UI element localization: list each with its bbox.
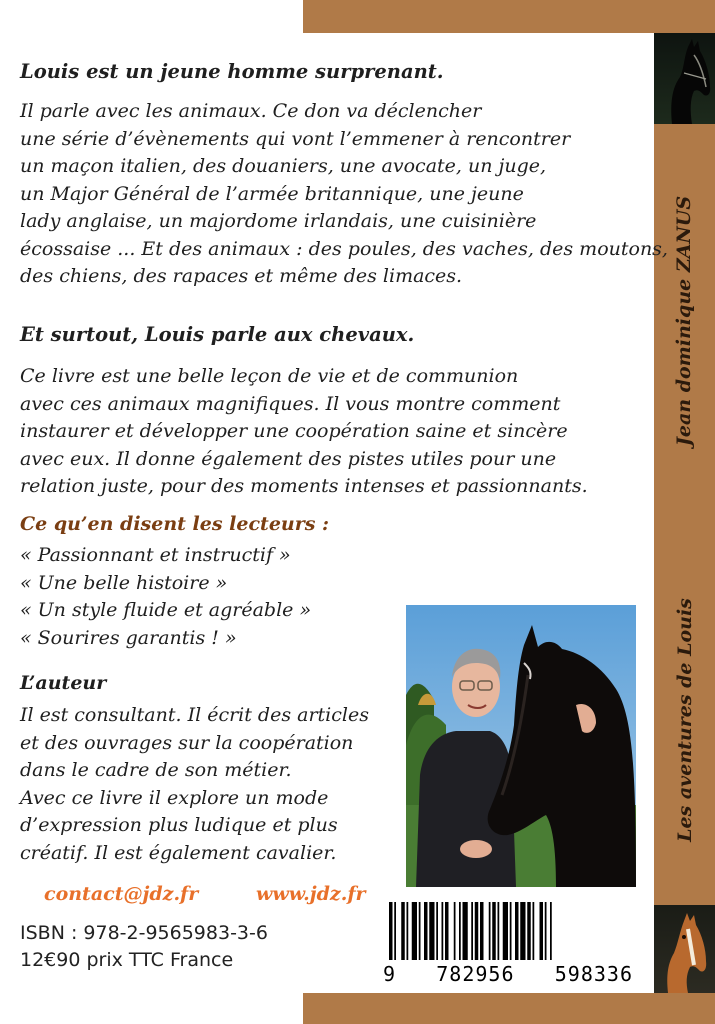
- reader-quote: « Un style fluide et agréable »: [20, 599, 312, 621]
- barcode-bar: [429, 902, 434, 960]
- barcode-bar: [545, 902, 547, 960]
- barcode-bar: [407, 902, 409, 960]
- spine-book-title: [654, 590, 715, 850]
- barcode-bar: [510, 902, 512, 960]
- heading-horses: Et surtout, Louis parle aux chevaux.: [20, 323, 415, 346]
- barcode-bar: [489, 902, 491, 960]
- description-line: instaurer et développer une coopération saine et sincère: [20, 420, 568, 442]
- barcode-bar: [503, 902, 508, 960]
- synopsis-paragraph: [20, 98, 668, 291]
- spine-horse-image-bottom: [654, 905, 715, 993]
- author-bio-line: d’expression plus ludique et plus: [20, 814, 338, 836]
- barcode-bar: [527, 902, 531, 960]
- barcode-digit-left: 782956: [436, 962, 515, 986]
- barcode-digit-prefix: 9: [383, 962, 397, 986]
- reader-quote: « Sourires garantis ! »: [20, 626, 237, 649]
- barcode-bar: [498, 902, 500, 960]
- synopsis-line: lady anglaise, un majordome irlandais, une cuisinière: [20, 210, 537, 232]
- spine-title-text: Les aventures de Louis: [673, 598, 696, 842]
- author-bio: [20, 702, 369, 867]
- barcode-bar: [533, 902, 535, 960]
- barcode-bar: [515, 902, 519, 960]
- barcode-bar: [520, 902, 525, 960]
- author-bio-line: et des ouvrages sur la coopération: [20, 731, 354, 754]
- book-description-paragraph: [20, 363, 588, 501]
- price: 12€90 prix TTC France: [20, 949, 234, 971]
- isbn-price-block: [20, 920, 268, 974]
- barcode-bar: [436, 902, 438, 960]
- barcode-bars: [389, 902, 627, 960]
- barcode-bar: [389, 902, 393, 960]
- description-line: avec eux. Il donne également des pistes utiles pour une: [20, 447, 557, 470]
- description-line: avec ces animaux magnifiques. Il vous montre comment: [20, 392, 561, 415]
- author-bio-line: dans le cadre de son métier.: [20, 759, 292, 781]
- synopsis-line: écossaise ... Et des animaux : des poules, des vaches, des moutons,: [20, 237, 668, 260]
- contact-email-link[interactable]: contact@jdz.fr: [44, 883, 199, 905]
- barcode-bar: [394, 902, 396, 960]
- top-color-band: [303, 0, 715, 33]
- synopsis-line: un maçon italien, des douaniers, une avocate, un juge,: [20, 155, 547, 177]
- barcode-bar: [401, 902, 405, 960]
- barcode-bar: [442, 902, 444, 960]
- barcode-bar: [463, 902, 468, 960]
- author-with-horse-photo: [406, 605, 636, 887]
- barcode-bar: [471, 902, 473, 960]
- barcode-bar: [454, 902, 456, 960]
- synopsis-line: une série d’évènements qui vont l’emmener à rencontrer: [20, 127, 571, 150]
- reader-quote: « Une belle histoire »: [20, 571, 228, 594]
- barcode-bar: [412, 902, 417, 960]
- website-link[interactable]: www.jdz.fr: [256, 883, 366, 905]
- barcode-bar: [480, 902, 484, 960]
- isbn-number: ISBN : 978-2-9565983-3-6: [20, 922, 268, 944]
- readers-heading: Ce qu’en disent les lecteurs :: [20, 513, 330, 535]
- isbn-barcode: [381, 896, 633, 990]
- barcode-bar: [540, 902, 544, 960]
- barcode-bar: [475, 902, 479, 960]
- synopsis-line: des chiens, des rapaces et même des limaces.: [20, 265, 463, 287]
- barcode-digit-right: 598336: [554, 962, 633, 986]
- author-bio-line: Avec ce livre il explore un mode: [20, 786, 329, 809]
- bottom-color-band: [303, 993, 715, 1024]
- description-line: Ce livre est une belle leçon de vie et de communion: [20, 365, 519, 387]
- barcode-bar: [550, 902, 552, 960]
- author-heading: L’auteur: [20, 672, 107, 694]
- spine-author-text: Jean dominique ZANUS: [673, 195, 696, 447]
- description-line: relation juste, pour des moments intenses et passionnants.: [20, 475, 588, 497]
- barcode-bar: [445, 902, 449, 960]
- barcode-bar: [419, 902, 421, 960]
- barcode-digits: [383, 962, 633, 986]
- reader-quote: « Passionnant et instructif »: [20, 544, 291, 566]
- author-bio-line: créatif. Il est également cavalier.: [20, 841, 337, 864]
- barcode-bar: [492, 902, 496, 960]
- author-bio-line: Il est consultant. Il écrit des articles: [20, 704, 369, 726]
- synopsis-line: Il parle avec les animaux. Ce don va déclencher: [20, 100, 482, 122]
- reader-quotes: [20, 542, 311, 652]
- barcode-bar: [424, 902, 428, 960]
- heading-louis: Louis est un jeune homme surprenant.: [20, 60, 444, 83]
- synopsis-line: un Major Général de l’armée britannique, une jeune: [20, 182, 524, 205]
- barcode-bar: [459, 902, 461, 960]
